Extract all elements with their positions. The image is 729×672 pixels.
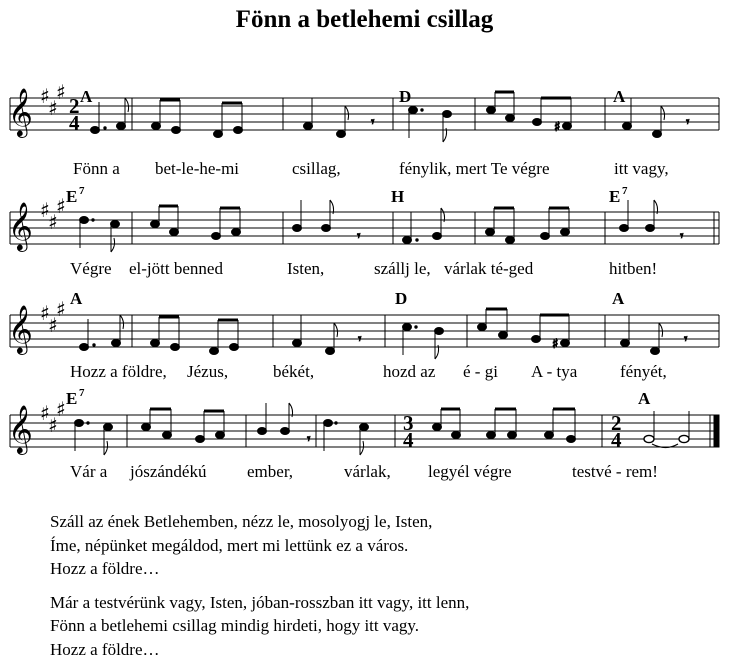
additional-verses (50, 510, 710, 671)
time-signature-2-4 (69, 94, 80, 135)
staff-system-2 (8, 185, 719, 278)
svg-text:♯: ♯ (56, 397, 66, 421)
lyrics-line-1 (73, 159, 669, 178)
verse-2 (50, 510, 710, 581)
treble-clef-icon: 𝄞 (8, 201, 33, 250)
svg-text:♯: ♯ (56, 80, 66, 104)
lyrics-line-4 (70, 462, 658, 481)
svg-text:𝄾: 𝄾 (371, 115, 375, 130)
svg-text:♯: ♯ (40, 301, 50, 325)
svg-text:hozd az: hozd az (383, 362, 436, 381)
svg-text:testvé - rem!: testvé - rem! (572, 462, 658, 481)
svg-text:E: E (66, 187, 78, 206)
svg-text:jószándékú: jószándékú (130, 462, 207, 481)
svg-text:E: E (66, 389, 78, 408)
verse-line: Száll az ének Betlehemben, nézz le, mosolyogj le, Isten, (50, 512, 433, 531)
svg-text:itt vagy,: itt vagy, (614, 159, 669, 178)
svg-text:H: H (391, 187, 405, 206)
svg-text:Végre: Végre (70, 259, 112, 278)
treble-clef-icon: 𝄞 (8, 304, 33, 353)
svg-text:♯: ♯ (48, 413, 58, 437)
svg-text:3: 3 (403, 411, 414, 435)
svg-text:𝄾: 𝄾 (307, 432, 311, 447)
song-title: Fönn a betlehemi csillag (235, 6, 494, 33)
time-signature-3-4 (403, 411, 414, 452)
svg-text:4: 4 (403, 428, 414, 452)
time-signature-2-4 (611, 411, 622, 452)
svg-text:é - gi: é - gi (463, 362, 498, 381)
svg-text:el-jött benned: el-jött benned (129, 259, 223, 278)
treble-clef-icon: 𝄞 (8, 404, 33, 453)
svg-text:4: 4 (69, 111, 80, 135)
svg-text:ember,: ember, (247, 462, 294, 481)
svg-text:szállj le,: szállj le, (374, 259, 431, 278)
svg-text:Fönn a: Fönn a (73, 159, 120, 178)
svg-text:♯: ♯ (554, 120, 561, 135)
notes (80, 309, 689, 359)
svg-text:legyél végre: legyél végre (428, 462, 512, 481)
verse-line: Már a testvérünk vagy, Isten, jóban-rosszban itt vagy, itt lenn, (50, 592, 470, 612)
svg-text:békét,: békét, (273, 362, 315, 381)
svg-text:𝄾: 𝄾 (684, 332, 688, 347)
svg-text:♯: ♯ (40, 84, 50, 108)
svg-text:7: 7 (622, 185, 628, 197)
svg-text:A: A (80, 87, 93, 106)
svg-text:D: D (399, 87, 412, 106)
svg-text:2: 2 (69, 94, 80, 118)
verse-3 (50, 591, 710, 662)
svg-text:Jézus,: Jézus, (187, 362, 229, 381)
svg-text:♯: ♯ (48, 96, 58, 120)
svg-text:♯: ♯ (552, 337, 559, 352)
svg-text:A: A (70, 289, 83, 308)
svg-text:♯: ♯ (40, 401, 50, 425)
chord-symbols (70, 289, 625, 308)
svg-text:A: A (612, 289, 625, 308)
staff-system-4 (8, 387, 719, 481)
svg-text:A: A (638, 389, 651, 408)
svg-text:várlak,: várlak, (344, 462, 391, 481)
svg-text:♯: ♯ (56, 297, 66, 321)
verse-line: Hozz a földre… (50, 559, 160, 578)
svg-text:7: 7 (79, 185, 85, 197)
svg-text:♯: ♯ (48, 313, 58, 337)
svg-text:♯: ♯ (48, 210, 58, 234)
staff-system-1 (8, 80, 719, 178)
svg-text:Hozz a földre,: Hozz a földre, (70, 362, 167, 381)
svg-text:E: E (609, 187, 621, 206)
treble-clef-icon: 𝄞 (8, 87, 33, 136)
svg-text:𝄾: 𝄾 (357, 229, 361, 244)
svg-text:♯: ♯ (56, 194, 66, 218)
svg-text:A - tya: A - tya (531, 362, 578, 381)
svg-text:𝄾: 𝄾 (680, 229, 684, 244)
svg-text:2: 2 (611, 411, 622, 435)
svg-text:7: 7 (79, 387, 85, 399)
svg-text:𝄾: 𝄾 (358, 332, 362, 347)
svg-text:A: A (613, 87, 626, 106)
chord-symbols (66, 185, 628, 206)
staff-system-3 (8, 289, 719, 381)
svg-text:4: 4 (611, 428, 622, 452)
lyrics-line-3 (70, 362, 667, 381)
verse-line: Hozz a földre… (50, 639, 160, 659)
svg-text:D: D (395, 289, 408, 308)
lyrics-line-2 (70, 259, 657, 278)
verse-line: Íme, népünket megáldod, mert mi lettünk ez a város. (50, 535, 409, 555)
svg-text:fénylik, mert Te végre: fénylik, mert Te végre (399, 159, 550, 178)
chord-symbols (66, 387, 651, 408)
staff-lines (10, 212, 719, 244)
svg-text:Vár a: Vár a (70, 462, 108, 481)
svg-text:csillag,: csillag, (292, 159, 341, 178)
notes (91, 92, 691, 142)
svg-text:♯: ♯ (40, 198, 50, 222)
svg-text:várlak té-ged: várlak té-ged (444, 259, 534, 278)
svg-text:𝄾: 𝄾 (686, 115, 690, 130)
svg-text:hitben!: hitben! (609, 259, 658, 278)
svg-text:bet-le-he-mi: bet-le-he-mi (155, 159, 240, 178)
svg-text:Isten,: Isten, (287, 259, 325, 278)
verse-line: Fönn a betlehemi csillag mindig hirdeti, hogy itt vagy. (50, 616, 420, 635)
svg-text:fényét,: fényét, (620, 362, 667, 381)
